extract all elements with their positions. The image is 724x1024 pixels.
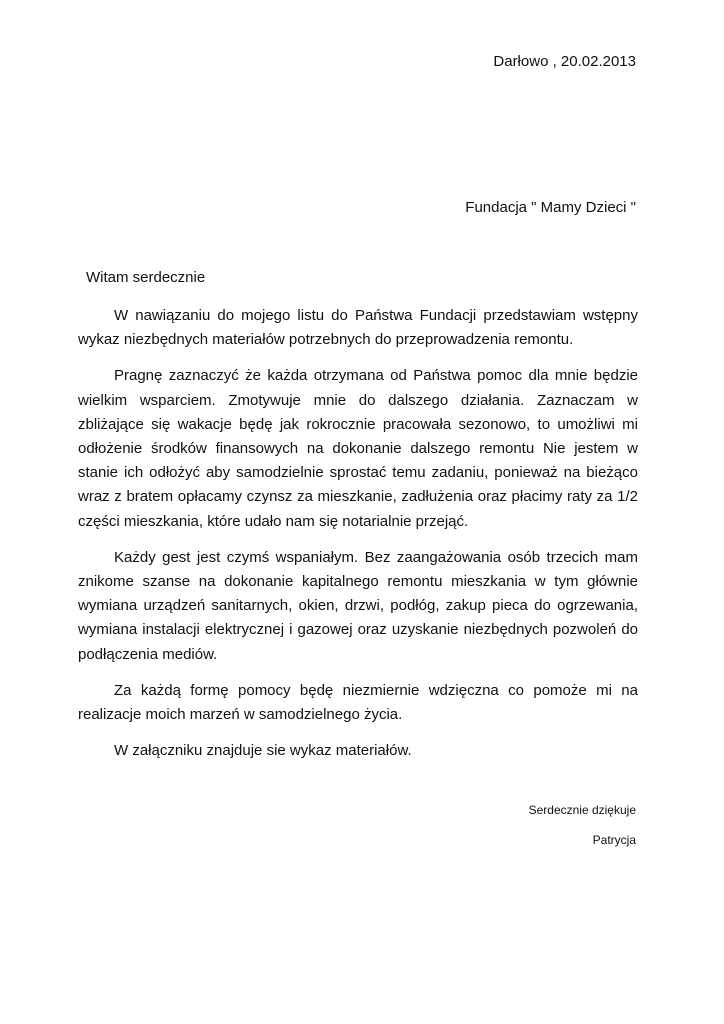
signature: Patrycja xyxy=(592,833,636,847)
letter-body xyxy=(78,304,638,775)
closing: Serdecznie dziękuje xyxy=(528,803,636,817)
greeting: Witam serdecznie xyxy=(86,269,206,286)
place-and-date: Darłowo , 20.02.2013 xyxy=(493,53,636,70)
paragraph-gratitude: Za każdą formę pomocy będę niezmiernie wdzięczna co pomoże mi na realizacje moich marzeń w samodzielnego życia. xyxy=(78,681,638,724)
paragraph-intro: W nawiązaniu do mojego listu do Państwa Fundacji przedstawiam wstępny wykaz niezbędnych materiałów potrzebnych do przeprowadzenia remontu. xyxy=(78,307,638,349)
paragraph-attachment: W załączniku znajduje sie wykaz materiałów. xyxy=(114,742,412,760)
recipient: Fundacja " Mamy Dzieci " xyxy=(465,199,636,216)
paragraph-support: Pragnę zaznaczyć że każda otrzymana od Państwa pomoc dla mnie będzie wielkim wsparciem. Zmotywuje mnie do dalszego działania. Zaznaczam w zbliżające się wakacje będę jak rokrocznie pracowała sezonowo, to umożliwi mi odłożenie środków finansowych na dokonanie dalszego remontu Nie jestem w stanie ich odłożyć aby samodzielnie sprostać temu zadaniu, ponieważ na bieżąco wraz z bratem opłacamy czynsz za mieszkanie, zadłużenia oraz płacimy raty za 1/2 części mieszkania, które udało nam się notarialnie przejąć. xyxy=(78,367,638,530)
paragraph-renovation: Każdy gest jest czymś wspaniałym. Bez zaangażowania osób trzecich mam znikome szanse na dokonanie kapitalnego remontu mieszkania w tym głównie wymiana urządzeń sanitarnych, okien, drzwi, podłóg, zakup pieca do ogrzewania, wymiana instalacji elektrycznej i gazowej oraz uzyskanie niezbędnych pozwoleń do podłączenia mediów. xyxy=(78,548,638,663)
